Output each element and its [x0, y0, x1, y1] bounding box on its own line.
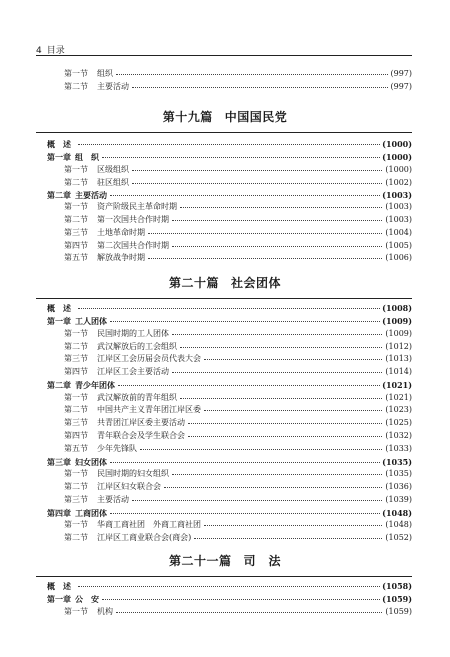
entry-number: 第一节: [64, 329, 88, 338]
dot-leader: [148, 258, 398, 259]
toc-section-entry[interactable]: [0, 404, 450, 416]
entry-page: (1003): [385, 215, 412, 224]
entry-title: 区级组织: [97, 165, 129, 174]
toc-section-entry[interactable]: [0, 341, 450, 353]
entry-number: 第一章: [47, 594, 71, 604]
toc-section-entry[interactable]: [0, 519, 450, 531]
part-rule: [36, 132, 412, 133]
toc-section-entry[interactable]: [0, 201, 450, 213]
header-rule: [36, 55, 412, 56]
entry-number: 第一节: [64, 520, 88, 529]
entry-number: 第二节: [64, 533, 88, 542]
toc-section-entry[interactable]: [0, 481, 450, 493]
entry-label: [64, 201, 177, 213]
entry-label: [64, 519, 201, 531]
entry-number: 第四节: [64, 367, 88, 376]
part-rule: [36, 576, 412, 577]
entry-number: 第二章: [47, 380, 71, 390]
dot-leader: [188, 436, 398, 437]
entry-page: (1048): [382, 508, 412, 518]
entry-title: 主要活动: [97, 82, 129, 91]
entry-number: 第三章: [47, 457, 71, 467]
entry-number: 第二节: [64, 215, 88, 224]
toc-chapter-entry[interactable]: [0, 507, 450, 519]
entry-label: [64, 366, 169, 378]
entry-title: 民国时期的工人团体: [97, 329, 169, 338]
dot-leader: [118, 385, 398, 386]
entry-label: [64, 227, 145, 239]
dot-leader: [102, 599, 398, 600]
part-name: 社会团体: [231, 276, 282, 290]
entry-label: [64, 532, 191, 544]
entry-page: (1039): [385, 495, 412, 504]
part-rule: [36, 298, 412, 299]
entry-number: 第一章: [47, 152, 71, 162]
entry-title: 华商工商社团 外商工商社团: [97, 520, 201, 529]
entry-label: [64, 353, 201, 365]
dot-leader: [110, 321, 398, 322]
entry-page: (1023): [385, 405, 412, 414]
entry-title: 主要活动: [75, 190, 107, 200]
entry-label: [47, 189, 107, 201]
entry-page: (1014): [385, 367, 412, 376]
entry-page: (1000): [382, 139, 412, 149]
entry-title: 土地革命时期: [97, 228, 145, 237]
toc-chapter-entry[interactable]: [0, 315, 450, 327]
entry-number: 第一节: [64, 69, 88, 78]
entry-number: 第二节: [64, 178, 88, 187]
dot-leader: [116, 74, 398, 75]
entry-number: 第三节: [64, 354, 88, 363]
entry-page: (1021): [382, 380, 412, 390]
entry-label: [64, 214, 169, 226]
entry-label: [64, 81, 129, 93]
entry-title: 江岸区妇女联合会: [97, 482, 161, 491]
dot-leader: [172, 372, 398, 373]
entry-label: [47, 456, 107, 468]
entry-page: (1000): [385, 165, 412, 174]
entry-number: 第四章: [47, 508, 71, 518]
entry-page: (1000): [382, 152, 412, 162]
dot-leader: [180, 207, 398, 208]
entry-label: [64, 177, 129, 189]
toc-section-entry[interactable]: [0, 443, 450, 455]
entry-page: (1048): [385, 520, 412, 529]
toc-chapter-entry[interactable]: [0, 302, 450, 314]
entry-page: (1009): [385, 329, 412, 338]
dot-leader: [78, 308, 398, 309]
toc-section-entry[interactable]: [0, 430, 450, 442]
toc-section-entry[interactable]: [0, 214, 450, 226]
entry-page: (1059): [385, 607, 412, 616]
toc-chapter-entry[interactable]: [0, 379, 450, 391]
entry-label: [64, 164, 129, 176]
entry-page: (1035): [385, 469, 412, 478]
entry-page: (1052): [385, 533, 412, 542]
entry-page: (1006): [385, 253, 412, 262]
entry-title: 武汉解放前的青年组织: [97, 393, 177, 402]
entry-number: 第一节: [64, 202, 88, 211]
entry-number: 第一节: [64, 469, 88, 478]
entry-page: (1033): [385, 444, 412, 453]
part-title: [0, 552, 450, 569]
entry-number: 概 述: [47, 303, 71, 313]
dot-leader: [188, 423, 398, 424]
part-number: 第十九篇: [162, 110, 213, 124]
dot-leader: [204, 525, 398, 526]
entry-label: [47, 302, 75, 314]
entry-label: [64, 328, 169, 340]
entry-title: 资产阶级民主革命时期: [97, 202, 177, 211]
dot-leader: [164, 487, 398, 488]
entry-page: (1032): [385, 431, 412, 440]
entry-number: 第三节: [64, 495, 88, 504]
entry-page: (1012): [385, 342, 412, 351]
toc-section-entry[interactable]: [0, 328, 450, 340]
entry-title: 妇女团体: [75, 457, 107, 467]
dot-leader: [110, 513, 398, 514]
toc-section-entry[interactable]: [0, 606, 450, 618]
dot-leader: [78, 144, 398, 145]
entry-page: (1003): [385, 202, 412, 211]
dot-leader: [172, 220, 398, 221]
entry-label: [64, 404, 201, 416]
dot-leader: [116, 612, 398, 613]
entry-number: 第三节: [64, 228, 88, 237]
entry-label: [64, 240, 169, 252]
entry-page: (1008): [382, 303, 412, 313]
entry-title: 驻区组织: [97, 178, 129, 187]
entry-label: [64, 481, 161, 493]
entry-label: [47, 593, 99, 605]
dot-leader: [172, 474, 398, 475]
entry-title: 组织: [97, 69, 113, 78]
dot-leader: [194, 538, 398, 539]
entry-title: 工商团体: [75, 508, 107, 518]
entry-number: 第三节: [64, 418, 88, 427]
entry-page: (1058): [382, 581, 412, 591]
toc-section-entry[interactable]: [0, 353, 450, 365]
entry-title: 青年联合会及学生联合会: [97, 431, 185, 440]
entry-number: 第二节: [64, 342, 88, 351]
entry-title: 工人团体: [75, 316, 107, 326]
page-number: 4: [36, 46, 42, 56]
part-title: [0, 108, 450, 125]
entry-number: 第一节: [64, 165, 88, 174]
toc-chapter-entry[interactable]: [0, 580, 450, 592]
toc-section-entry[interactable]: [0, 81, 450, 93]
toc-section-entry[interactable]: [0, 252, 450, 264]
entry-page: (1013): [385, 354, 412, 363]
toc-section-entry[interactable]: [0, 227, 450, 239]
toc-chapter-entry[interactable]: [0, 456, 450, 468]
entry-number: 第二节: [64, 82, 88, 91]
toc-section-entry[interactable]: [0, 164, 450, 176]
toc-section-entry[interactable]: [0, 392, 450, 404]
entry-title: 组 织: [75, 152, 99, 162]
entry-page: (1036): [385, 482, 412, 491]
entry-title: 解放战争时期: [97, 253, 145, 262]
part-title: [0, 274, 450, 291]
entry-number: 概 述: [47, 139, 71, 149]
toc-section-entry[interactable]: [0, 494, 450, 506]
entry-label: [64, 494, 129, 506]
entry-title: 少年先锋队: [97, 444, 137, 453]
entry-number: 第五节: [64, 253, 88, 262]
entry-title: 江岸区工会主要活动: [97, 367, 169, 376]
entry-label: [64, 606, 113, 618]
entry-title: 江岸区工商业联合会(商会): [97, 533, 192, 542]
entry-title: 江岸区工会历届会员代表大会: [97, 354, 201, 363]
entry-page: (1025): [385, 418, 412, 427]
entry-label: [47, 580, 75, 592]
toc-chapter-entry[interactable]: [0, 151, 450, 163]
toc-section-entry[interactable]: [0, 366, 450, 378]
entry-number: 第五节: [64, 444, 88, 453]
dot-leader: [132, 170, 398, 171]
entry-label: [64, 468, 169, 480]
entry-title: 武汉解放后的工会组织: [97, 342, 177, 351]
entry-number: 第二节: [64, 405, 88, 414]
dot-leader: [102, 157, 398, 158]
toc-section-entry[interactable]: [0, 417, 450, 429]
entry-label: [64, 392, 177, 404]
toc-section-entry[interactable]: [0, 240, 450, 252]
entry-title: 共青团江岸区委主要活动: [97, 418, 185, 427]
entry-label: [47, 379, 115, 391]
entry-number: 第一章: [47, 316, 71, 326]
dot-leader: [78, 586, 398, 587]
dot-leader: [110, 462, 398, 463]
entry-page: (1005): [385, 241, 412, 250]
entry-page: (1004): [385, 228, 412, 237]
dot-leader: [180, 347, 398, 348]
entry-number: 第二章: [47, 190, 71, 200]
dot-leader: [204, 359, 398, 360]
entry-label: [64, 252, 145, 264]
entry-title: 第一次国共合作时期: [97, 215, 169, 224]
part-name: 中国国民党: [224, 110, 288, 124]
toc-chapter-entry[interactable]: [0, 138, 450, 150]
entry-number: 第二节: [64, 482, 88, 491]
entry-label: [64, 341, 177, 353]
toc-chapter-entry[interactable]: [0, 189, 450, 201]
entry-title: 公 安: [75, 594, 99, 604]
entry-number: 第四节: [64, 431, 88, 440]
dot-leader: [110, 195, 398, 196]
dot-leader: [132, 87, 398, 88]
entry-page: (1021): [385, 393, 412, 402]
entry-label: [47, 138, 75, 150]
part-number: 第二十篇: [168, 276, 219, 290]
dot-leader: [132, 500, 398, 501]
entry-label: [64, 417, 185, 429]
entry-title: 机构: [97, 607, 113, 616]
part-name: 司 法: [243, 554, 282, 568]
entry-page: (997): [390, 82, 412, 91]
entry-number: 概 述: [47, 581, 71, 591]
entry-page: (1003): [382, 190, 412, 200]
toc-section-entry[interactable]: [0, 532, 450, 544]
entry-title: 第二次国共合作时期: [97, 241, 169, 250]
entry-title: 青少年团体: [75, 380, 115, 390]
entry-title: 主要活动: [97, 495, 129, 504]
entry-label: [64, 443, 137, 455]
entry-label: [47, 151, 99, 163]
dot-leader: [172, 246, 398, 247]
entry-number: 第一节: [64, 607, 88, 616]
entry-page: (1009): [382, 316, 412, 326]
dot-leader: [148, 233, 398, 234]
toc-section-entry[interactable]: [0, 468, 450, 480]
entry-label: [47, 315, 107, 327]
entry-page: (1035): [382, 457, 412, 467]
toc-chapter-entry[interactable]: [0, 593, 450, 605]
dot-leader: [140, 449, 398, 450]
dot-leader: [204, 410, 398, 411]
entry-label: [47, 507, 107, 519]
entry-number: 第一节: [64, 393, 88, 402]
entry-label: [64, 430, 185, 442]
dot-leader: [172, 334, 398, 335]
running-title: 目录: [46, 46, 65, 56]
dot-leader: [180, 398, 398, 399]
entry-title: 中国共产主义青年团江岸区委: [97, 405, 201, 414]
part-number: 第二十一篇: [168, 554, 232, 568]
entry-page: (1059): [382, 594, 412, 604]
entry-page: (997): [390, 69, 412, 78]
toc-section-entry[interactable]: [0, 177, 450, 189]
entry-number: 第四节: [64, 241, 88, 250]
entry-title: 民国时期的妇女组织: [97, 469, 169, 478]
dot-leader: [132, 183, 398, 184]
entry-page: (1002): [385, 178, 412, 187]
toc-section-entry[interactable]: [0, 68, 450, 80]
entry-label: [64, 68, 113, 80]
